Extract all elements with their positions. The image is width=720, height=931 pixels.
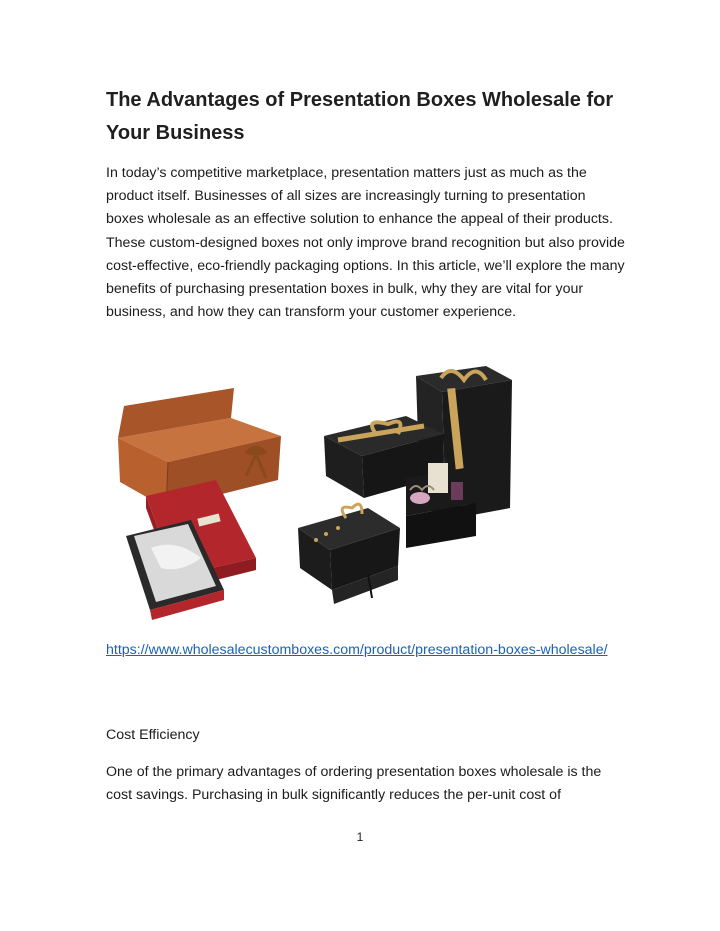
product-link[interactable]: https://www.wholesalecustomboxes.com/product/presentation-boxes-wholesale/	[106, 642, 608, 658]
red-presentation-box	[126, 480, 256, 620]
cost-efficiency-paragraph: One of the primary advantages of ordering presentation boxes wholesale is the cost savings. Purchasing in bulk significantly reduces the per-unit cost of	[106, 764, 602, 804]
section-heading-cost-efficiency: Cost Efficiency	[106, 727, 200, 743]
presentation-boxes-photo	[106, 358, 530, 623]
product-link-block	[106, 639, 626, 662]
black-drawer-box	[298, 504, 400, 604]
page-number: 1	[356, 830, 364, 844]
intro-paragraph: In today’s competitive marketplace, presentation matters just as much as the product itself. Businesses of all sizes are increasingly turning to presentation boxes wholesale as an effective solution to enhance the appeal of their products. These custom-designed boxes not only improve brand recognition but also provide cost-effective, eco-friendly packaging options. In this article, we’ll explore the many benefits of purchasing presentation boxes in bulk, why they are vital for your business, and how they can transform your customer experience.	[106, 165, 625, 321]
document-title: The Advantages of Presentation Boxes Wholesale for Your Business	[106, 89, 614, 144]
